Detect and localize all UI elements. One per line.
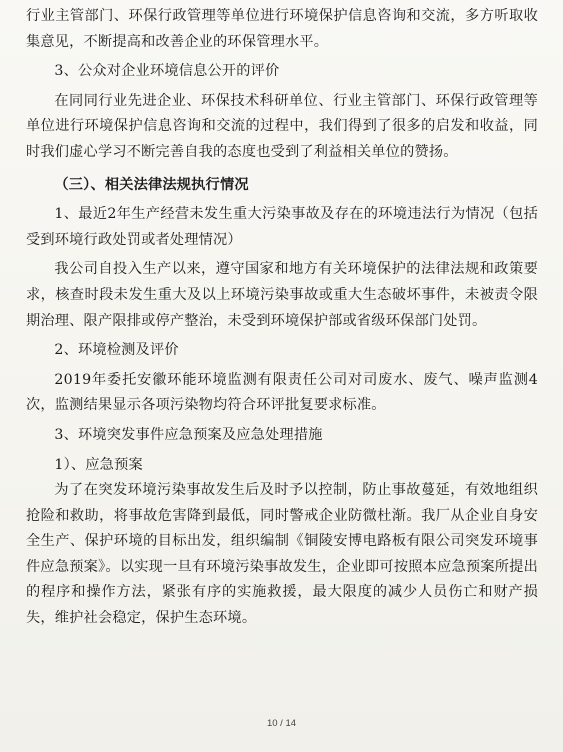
section-heading-emergency: 3、环境突发事件应急预案及应急处理措施 xyxy=(54,426,323,443)
subsection-heading-emergency-plan: 1）、应急预案 xyxy=(54,456,143,473)
paragraph-compliance-statement: 我公司自投入生产以来，遵守国家和地方有关环境保护的法律法规和政策要求，核查时段未发生重大及以上环境污染事故或重大生态破坏事件，未被责令限期治理、限产限排或停产整治，未受到环境保护部或省级环保部门处罚。 xyxy=(26,261,538,329)
paragraph-violation-status: 1、最近2年生产经营未发生重大污染事故及存在的环境违法行为情况（包括受到环境行政处罚或者处理情况） xyxy=(26,206,538,248)
paragraph-monitoring: 2019年委托安徽环能环境监测有限责任公司对司废水、废气、噪声监测4次，监测结果显示各项污染物均符合环评批复要求标准。 xyxy=(26,371,538,414)
paragraph-evaluation: 在同同行业先进企业、环保技术科研单位、行业主管部门、环保行政管理等单位进行环境保护信息咨询和交流的过程中，我们得到了很多的启发和收益，同时我们虚心学习不断完善自我的态度也受到了利益相关单位的赞扬。 xyxy=(26,92,538,160)
section-heading-legal-compliance: （三）、相关法律法规执行情况 xyxy=(54,176,249,193)
paragraph-continued: 行业主管部门、环保行政管理等单位进行环境保护信息咨询和交流，多方听取收集意见，不断提高和改善企业的环保管理水平。 xyxy=(26,8,538,50)
page-number: 10 / 14 xyxy=(266,718,297,729)
document-body xyxy=(26,4,538,632)
section-heading-public-evaluation: 3、公众对企业环境信息公开的评价 xyxy=(54,63,280,80)
section-heading-monitoring: 2、环境检测及评价 xyxy=(54,342,179,359)
paragraph-emergency-plan: 为了在突发环境污染事故发生后及时予以控制，防止事故蔓延，有效地组织抢险和救助，将事故危害降到最低，同时警戒企业防微杜渐。我厂从企业自身安全生产、保护环境的目标出发，组织编制《铜陵安博电路板有限公司突发环境事件应急预案》。以实现一旦有环境污染事故发生，企业即可按照本应急预案所提出的程序和操作方法，紧张有序的实施救援，最大限度的减少人员伤亡和财产损失，维护社会稳定，保护生态环境。 xyxy=(26,482,538,627)
